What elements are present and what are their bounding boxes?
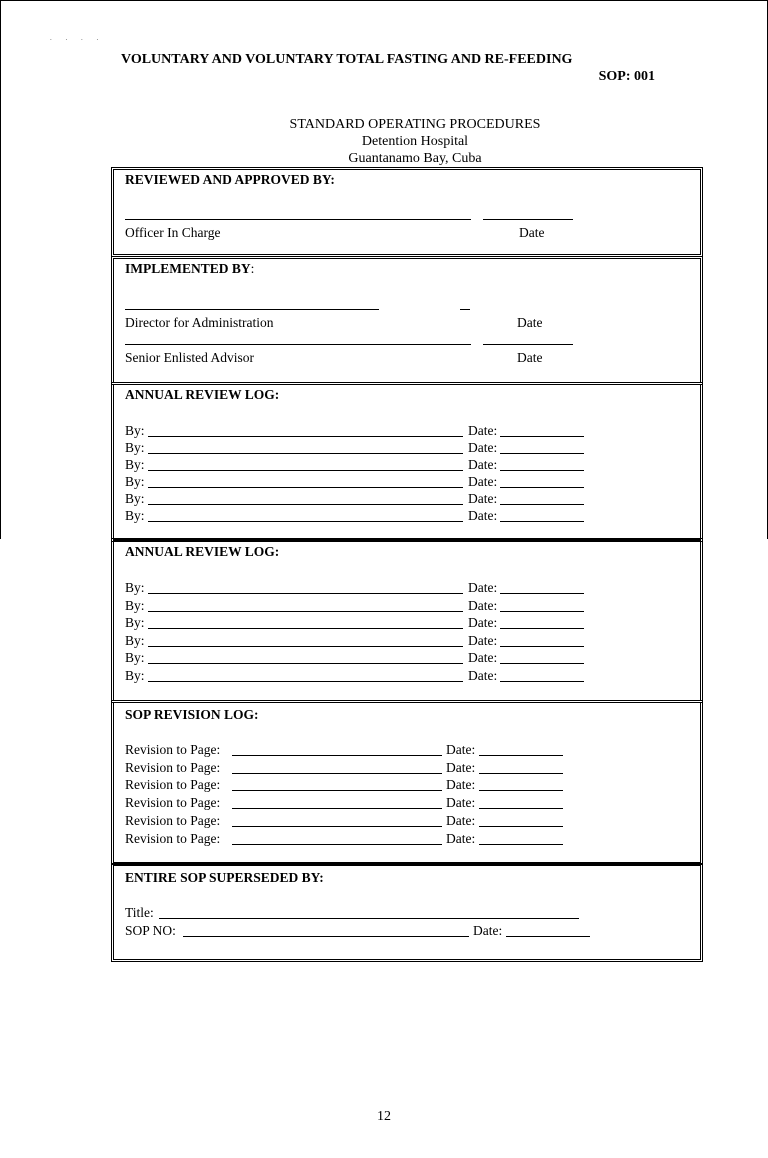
date-line[interactable] bbox=[500, 436, 584, 437]
date-line[interactable] bbox=[500, 593, 584, 594]
by-label: By: bbox=[125, 668, 145, 683]
sop-no-line[interactable] bbox=[183, 936, 469, 937]
title-row bbox=[125, 904, 595, 921]
date-line[interactable] bbox=[483, 344, 573, 345]
log-row bbox=[125, 507, 595, 524]
revision-page-line[interactable] bbox=[232, 826, 442, 827]
date-line[interactable] bbox=[500, 646, 584, 647]
date-line[interactable] bbox=[500, 611, 584, 612]
date-line[interactable] bbox=[500, 681, 584, 682]
date-label: Date: bbox=[446, 831, 476, 846]
sop-no-label: SOP NO: bbox=[125, 923, 176, 938]
log-row bbox=[125, 473, 595, 490]
by-line[interactable] bbox=[148, 611, 463, 612]
log-row bbox=[125, 649, 595, 666]
date-line[interactable] bbox=[500, 663, 584, 664]
by-line[interactable] bbox=[148, 504, 463, 505]
date-label: Date bbox=[519, 225, 545, 240]
date-line[interactable] bbox=[479, 844, 563, 845]
sop-number: SOP: 001 bbox=[598, 69, 655, 84]
by-label: By: bbox=[125, 423, 145, 438]
log-row bbox=[125, 490, 595, 507]
reviewed-approved-section bbox=[111, 167, 703, 257]
signature-line[interactable] bbox=[125, 309, 379, 310]
date-line[interactable] bbox=[500, 487, 584, 488]
annual-review-log-2 bbox=[111, 538, 703, 703]
date-label: Date: bbox=[468, 668, 498, 683]
by-label: By: bbox=[125, 491, 145, 506]
date-label: Date: bbox=[468, 598, 498, 613]
revision-page-label: Revision to Page: bbox=[125, 831, 221, 846]
scan-specks: . . . . bbox=[50, 34, 105, 42]
revision-page-label: Revision to Page: bbox=[125, 813, 221, 828]
date-label: Date bbox=[517, 315, 543, 330]
by-line[interactable] bbox=[148, 487, 463, 488]
revision-page-line[interactable] bbox=[232, 808, 442, 809]
document-title: VOLUNTARY AND VOLUNTARY TOTAL FASTING AND RE-FEEDING bbox=[121, 52, 573, 67]
officer-in-charge-label: Officer In Charge bbox=[125, 225, 221, 240]
by-line[interactable] bbox=[148, 593, 463, 594]
log-row bbox=[125, 667, 595, 684]
log-row bbox=[125, 614, 595, 631]
signature-line[interactable] bbox=[125, 344, 471, 345]
revision-row bbox=[125, 741, 575, 758]
title-label: Title: bbox=[125, 905, 154, 920]
director-administration-label: Director for Administration bbox=[125, 315, 274, 330]
by-label: By: bbox=[125, 633, 145, 648]
by-label: By: bbox=[125, 508, 145, 523]
revision-row bbox=[125, 759, 575, 776]
by-label: By: bbox=[125, 650, 145, 665]
log-row bbox=[125, 597, 595, 614]
header-block bbox=[0, 116, 768, 167]
section-title-text: IMPLEMENTED BY bbox=[125, 261, 251, 276]
by-line[interactable] bbox=[148, 436, 463, 437]
by-label: By: bbox=[125, 580, 145, 595]
header-line-1: STANDARD OPERATING PROCEDURES bbox=[289, 117, 541, 132]
section-title-colon: : bbox=[250, 261, 255, 276]
revision-page-line[interactable] bbox=[232, 773, 442, 774]
senior-enlisted-advisor-label: Senior Enlisted Advisor bbox=[125, 350, 254, 365]
date-line[interactable] bbox=[479, 790, 563, 791]
section-title: SOP REVISION LOG: bbox=[125, 707, 259, 722]
header-line-2: Detention Hospital bbox=[361, 134, 469, 149]
date-label: Date: bbox=[446, 742, 476, 757]
revision-page-label: Revision to Page: bbox=[125, 777, 221, 792]
date-line[interactable] bbox=[479, 773, 563, 774]
date-label: Date: bbox=[468, 423, 498, 438]
log-row bbox=[125, 439, 595, 456]
revision-page-label: Revision to Page: bbox=[125, 795, 221, 810]
date-label: Date: bbox=[468, 457, 498, 472]
by-line[interactable] bbox=[148, 663, 463, 664]
date-line[interactable] bbox=[500, 628, 584, 629]
date-label: Date: bbox=[468, 440, 498, 455]
revision-page-line[interactable] bbox=[232, 844, 442, 845]
section-title bbox=[125, 261, 254, 277]
date-label: Date: bbox=[468, 491, 498, 506]
by-line[interactable] bbox=[148, 646, 463, 647]
revision-page-label: Revision to Page: bbox=[125, 742, 221, 757]
by-line[interactable] bbox=[148, 628, 463, 629]
revision-page-line[interactable] bbox=[232, 755, 442, 756]
title-line[interactable] bbox=[159, 918, 579, 919]
by-label: By: bbox=[125, 440, 145, 455]
date-line[interactable] bbox=[500, 470, 584, 471]
date-label: Date: bbox=[468, 615, 498, 630]
page-number: 12 bbox=[377, 1109, 391, 1124]
date-label: Date: bbox=[468, 508, 498, 523]
section-title: ANNUAL REVIEW LOG: bbox=[125, 387, 280, 402]
log-row bbox=[125, 422, 595, 439]
log-row bbox=[125, 632, 595, 649]
sop-revision-log bbox=[111, 700, 703, 865]
date-label: Date: bbox=[446, 795, 476, 810]
date-label: Date bbox=[517, 350, 543, 365]
implemented-by-section bbox=[111, 256, 703, 385]
by-label: By: bbox=[125, 615, 145, 630]
date-label: Date: bbox=[468, 474, 498, 489]
revision-page-label: Revision to Page: bbox=[125, 760, 221, 775]
date-label: Date: bbox=[468, 633, 498, 648]
date-line[interactable] bbox=[483, 219, 573, 220]
signature-line[interactable] bbox=[125, 219, 471, 220]
by-label: By: bbox=[125, 598, 145, 613]
by-line[interactable] bbox=[148, 681, 463, 682]
section-title: ANNUAL REVIEW LOG: bbox=[125, 544, 280, 559]
log-row bbox=[125, 456, 595, 473]
sop-no-row bbox=[125, 922, 595, 939]
date-line[interactable] bbox=[479, 755, 563, 756]
date-line[interactable] bbox=[506, 936, 590, 937]
section-title: REVIEWED AND APPROVED BY: bbox=[125, 172, 335, 187]
date-line[interactable] bbox=[500, 521, 584, 522]
by-label: By: bbox=[125, 457, 145, 472]
date-label: Date: bbox=[446, 813, 476, 828]
sop-superseded-section bbox=[111, 863, 703, 962]
annual-review-log-1 bbox=[111, 382, 703, 542]
header-line-3: Guantanamo Bay, Cuba bbox=[348, 151, 482, 166]
date-line[interactable] bbox=[479, 808, 563, 809]
log-row bbox=[125, 579, 595, 596]
signature-line-extra bbox=[460, 309, 470, 310]
date-label: Date: bbox=[468, 650, 498, 665]
by-line[interactable] bbox=[148, 470, 463, 471]
by-line[interactable] bbox=[148, 521, 463, 522]
revision-row bbox=[125, 776, 575, 793]
date-line[interactable] bbox=[500, 504, 584, 505]
revision-row bbox=[125, 794, 575, 811]
date-label: Date: bbox=[468, 580, 498, 595]
by-label: By: bbox=[125, 474, 145, 489]
revision-page-line[interactable] bbox=[232, 790, 442, 791]
date-line[interactable] bbox=[479, 826, 563, 827]
date-label: Date: bbox=[473, 923, 503, 938]
date-line[interactable] bbox=[500, 453, 584, 454]
revision-row bbox=[125, 830, 575, 847]
section-title: ENTIRE SOP SUPERSEDED BY: bbox=[125, 870, 324, 885]
by-line[interactable] bbox=[148, 453, 463, 454]
date-label: Date: bbox=[446, 777, 476, 792]
date-label: Date: bbox=[446, 760, 476, 775]
revision-row bbox=[125, 812, 575, 829]
